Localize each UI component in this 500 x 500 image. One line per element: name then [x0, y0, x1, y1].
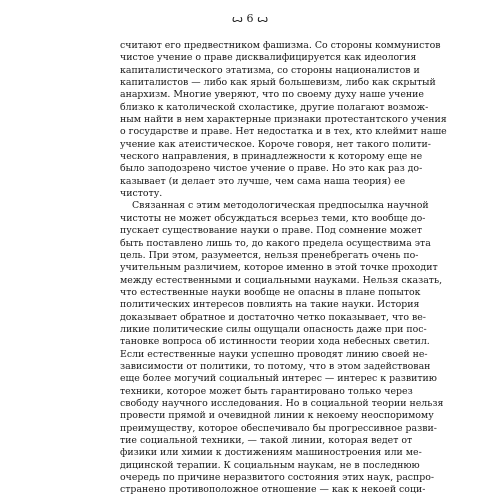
text-line: учительным различием, которое именно в этой точке проходит	[120, 262, 438, 274]
text-line: считают его предвестником фашизма. Со стороны коммунистов	[120, 40, 441, 51]
page-number: ꙍ 6 ꙍ	[231, 12, 269, 25]
text-line: чистоты не может обсуждаться всерьез теми, кто вообще до-	[120, 212, 426, 224]
text-line: было заподозрено чистое учение о праве. Но это как раз до-	[120, 163, 423, 175]
text-line: преимуществу, которое обеспечивало бы прогрессивное разви-	[120, 422, 437, 434]
text-line: о государстве и праве. Нет недостатка и в тех, кто клеймит наше	[120, 126, 447, 138]
body-text	[120, 40, 447, 497]
text-line: ческого направления, в принадлежности к которому еще не	[120, 151, 423, 163]
text-line: политических интересов повлиять на такие науки. История	[120, 299, 420, 311]
text-line: близко к католической схоластике, другие полагают возмож-	[120, 101, 429, 113]
text-line: еще более могучий социальный интерес — интерес к развитию	[120, 373, 437, 385]
text-line: учение как атеистическое. Короче говоря, нет такого полити-	[120, 138, 431, 150]
text-line: свободу научного исследования. Но в социальной теории нельзя	[120, 397, 444, 409]
text-line: капиталистов — либо как ярый большевизм, либо как скрытый	[120, 77, 436, 89]
paragraph-2	[120, 200, 444, 496]
text-line: между естественными и социальными науками. Нельзя сказать,	[120, 274, 443, 286]
text-line: доказывает обратное и достаточно четко показывает, что ве-	[120, 311, 426, 323]
text-line: техники, которое может быть гарантировано только через	[120, 385, 413, 397]
text-line: что естественные науки вообще не опасны в плане попыток	[120, 286, 421, 298]
text-line: ликие политические силы ощущали опасность даже при пос-	[120, 323, 427, 335]
text-line: провести прямой и очевидной линии к некоему неоспоримому	[120, 410, 434, 422]
text-line: чистоту.	[120, 188, 163, 200]
text-line: физики или химии к достижениям машиностроения или ме-	[120, 447, 422, 459]
text-line: казывает (и делает это лучше, чем сама наша теория) ее	[120, 175, 406, 187]
text-line: странено противоположное отношение — как к некоей соци-	[120, 484, 426, 496]
text-line: дицинской терапии. К социальным наукам, не в последнюю	[120, 459, 420, 471]
text-line: цель. При этом, разумеется, нельзя пренебрегать очень по-	[120, 249, 419, 261]
text-line: анархизм. Многие уверяют, что по своему духу наше учение	[120, 89, 424, 101]
text-line: тие социальной техники, — такой линии, которая ведет от	[120, 435, 413, 446]
text-line: чистое учение о праве дисквалифицируется как идеология	[120, 52, 417, 64]
text-line: Связанная с этим методологическая предпосылка научной	[132, 200, 429, 212]
text-line: пускает существование науки о праве. Под сомнение может	[120, 225, 423, 237]
text-line: быть поставлено лишь то, до какого предела осуществима эта	[120, 237, 431, 249]
text-line: зависимости от политики, то потому, что в этом задействован	[120, 360, 431, 372]
text-line: тановке вопроса об истинности теории хода небесных светил.	[120, 336, 430, 348]
paragraph-1	[120, 40, 447, 200]
text-line: очередь по причине неразвитого состояния этих наук, распро-	[120, 472, 435, 484]
text-line: Если естественные науки успешно проводят линию своей не-	[120, 348, 428, 360]
text-line: капиталистического этатизма, со стороны националистов и	[120, 64, 420, 76]
text-line: ным найти в нем характерные признаки протестантского учения	[120, 114, 447, 126]
